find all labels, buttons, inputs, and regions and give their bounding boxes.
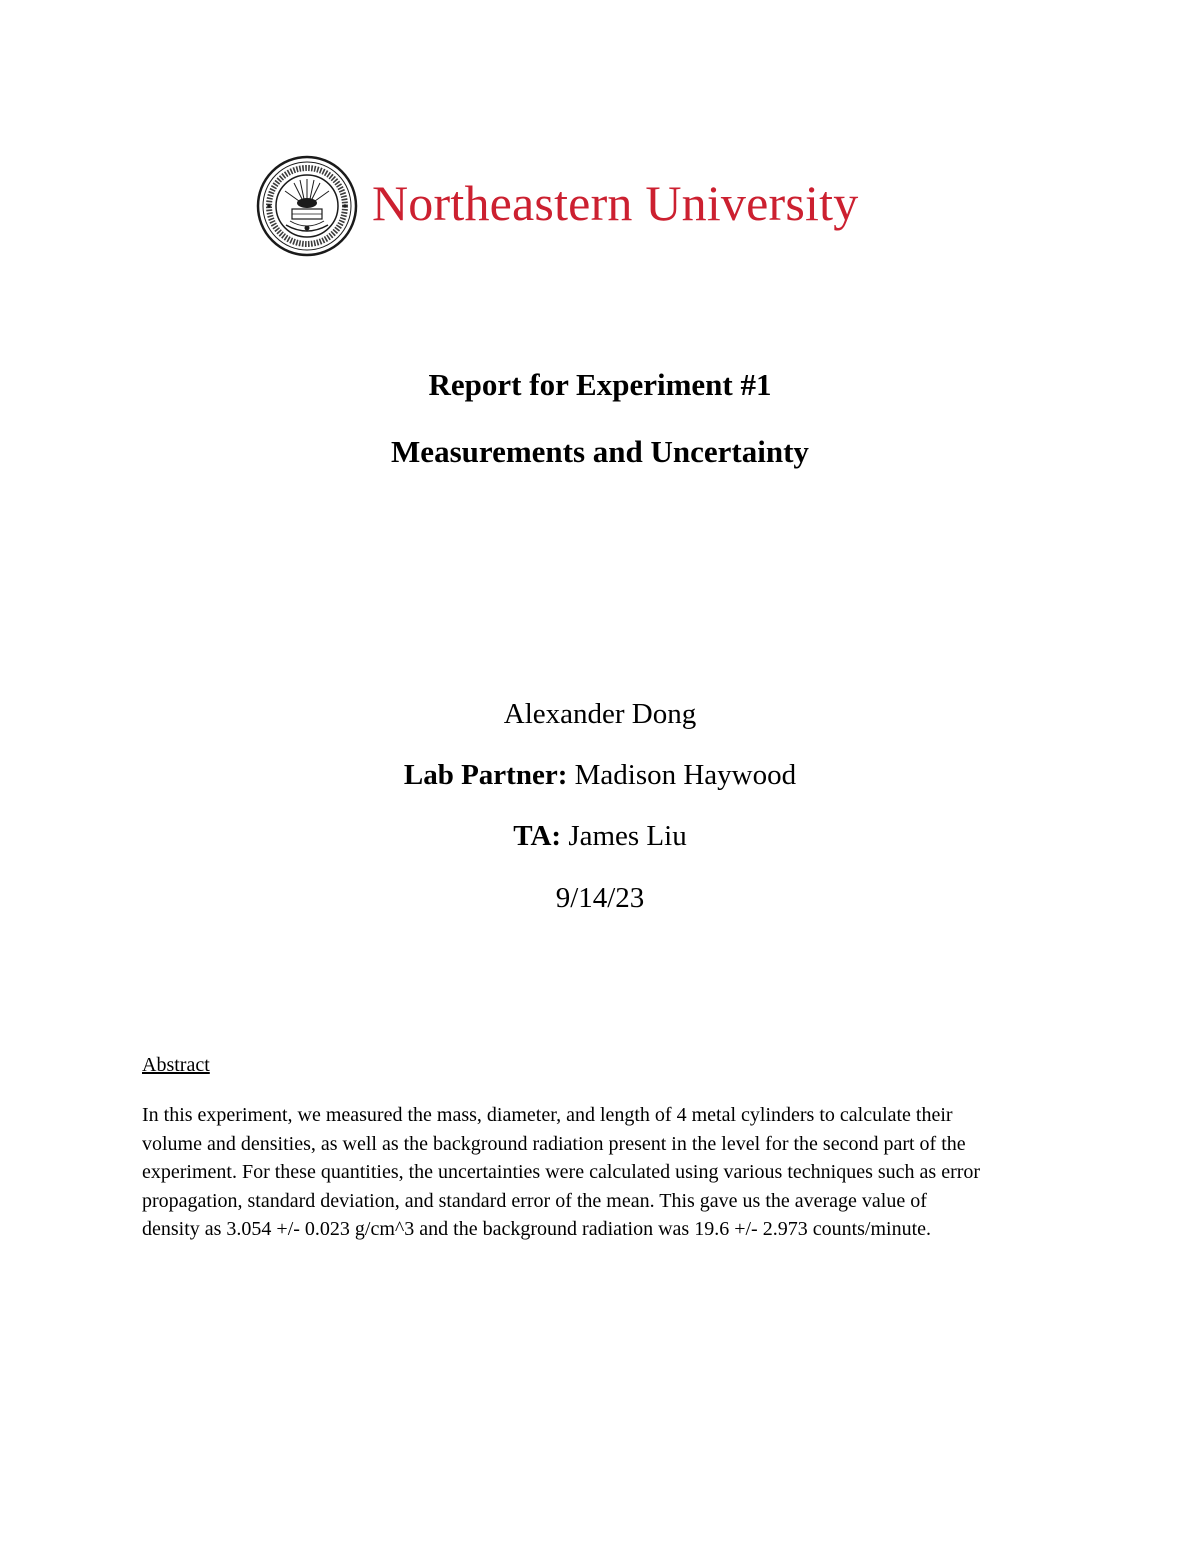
university-wordmark: Northeastern University [372, 175, 859, 231]
university-seal-icon [256, 155, 358, 257]
abstract-body [142, 1101, 1058, 1244]
ta-name: James Liu [568, 820, 687, 852]
abstract-line: experiment. For these quantities, the uncertainties were calculated using various techniques such as error [142, 1161, 981, 1184]
ta-label: TA: [513, 820, 562, 852]
abstract-line: volume and densities, as well as the background radiation present in the level for the second part of the [142, 1132, 966, 1155]
abstract-line: propagation, standard deviation, and standard error of the mean. This gave us the average value of [142, 1189, 927, 1212]
report-title: Report for Experiment #1 [428, 367, 772, 402]
lab-partner-name: Madison Haywood [574, 759, 797, 791]
abstract-line: In this experiment, we measured the mass, diameter, and length of 4 metal cylinders to calculate their [142, 1104, 953, 1126]
abstract-heading: Abstract [142, 1054, 210, 1076]
report-subtitle: Measurements and Uncertainty [391, 434, 809, 469]
lab-partner-label: Lab Partner: [403, 759, 568, 791]
abstract-line: density as 3.054 +/- 0.023 g/cm^3 and the background radiation was 19.6 +/- 2.973 counts/minute. [142, 1218, 932, 1241]
lab-partner-line [0, 755, 1200, 795]
university-logo [256, 155, 946, 257]
author-name: Alexander Dong [503, 698, 697, 730]
report-date: 9/14/23 [555, 882, 645, 914]
ta-line [0, 816, 1200, 856]
